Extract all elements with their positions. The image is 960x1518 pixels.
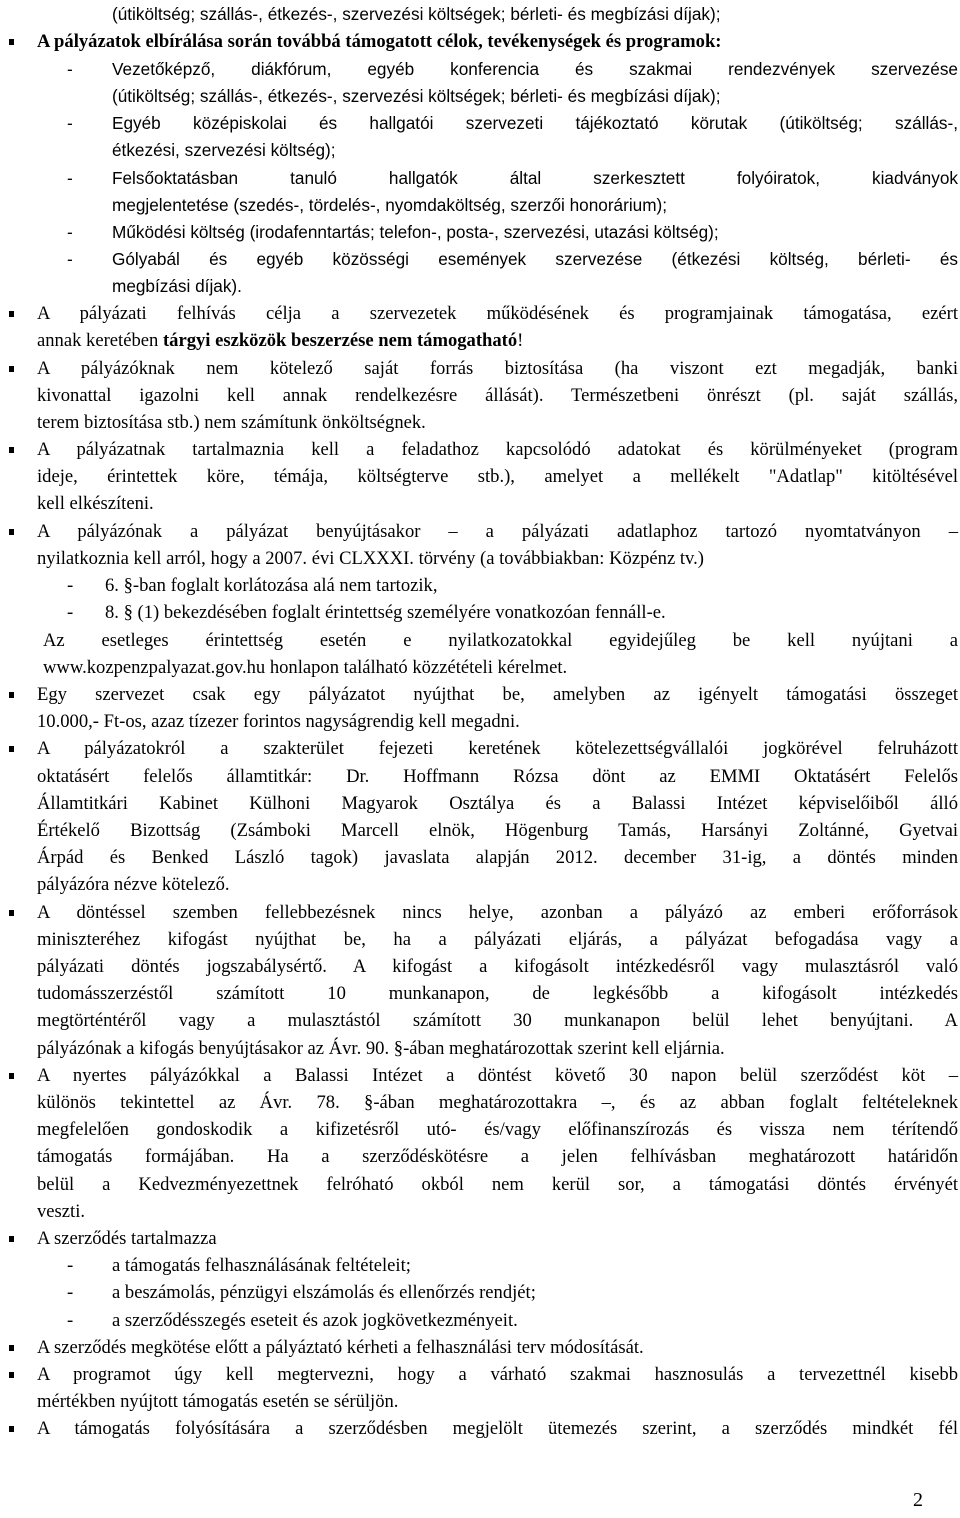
continuation-line: (útiköltség; szállás-, étkezés-, szervezési költségek; bérleti- és megbízási díjak); bbox=[112, 4, 721, 24]
list-item: 8. § (1) bekezdésében foglalt érintettség személyére vonatkozóan fennáll-e. bbox=[105, 602, 666, 623]
bullet-square bbox=[9, 910, 14, 916]
paragraph-line: A pályázatnak tartalmaznia kell a feladathoz kapcsolódó adatokat és körülményeket (program bbox=[37, 439, 958, 460]
paragraph-line: kell elkészíteni. bbox=[37, 493, 154, 514]
dash-marker: - bbox=[67, 575, 74, 596]
paragraph-line: A nyertes pályázókkal a Balassi Intézet a döntést követő 30 napon belül szerződést köt – bbox=[37, 1065, 958, 1086]
list-item: a beszámolás, pénzügyi elszámolás és ellenőrzés rendjét; bbox=[112, 1282, 536, 1303]
paragraph-line: Államtitkári Kabinet Külhoni Magyarok Osztálya és a Balassi Intézet képviselőiből álló bbox=[37, 793, 958, 814]
paragraph-line: nyilatkoznia kell arról, hogy a 2007. évi CLXXXI. törvény (a továbbiakban: Közpénz tv.) bbox=[37, 548, 704, 569]
list-item: Vezetőképző, diákfórum, egyéb konferencia és szakmai rendezvények szervezése bbox=[112, 59, 958, 79]
dash-marker: - bbox=[67, 1282, 74, 1303]
paragraph-line: A pályázónak a pályázat benyújtásakor – a pályázati adatlaphoz tartozó nyomtatványon – bbox=[37, 521, 958, 542]
list-item-cont: étkezési, szervezési költség); bbox=[112, 140, 336, 160]
dash-marker: - bbox=[67, 249, 73, 269]
paragraph-line: belül a Kedvezményezettnek felróható okból nem kerül sor, a támogatási döntés érvényét bbox=[37, 1174, 958, 1195]
bullet-square bbox=[9, 746, 14, 752]
paragraph-line: A támogatás folyósítására a szerződésben megjelölt ütemezés szerint, a szerződés mindkét fél bbox=[37, 1418, 958, 1439]
paragraph-line: 10.000,- Ft-os, azaz tízezer forintos nagyságrendig kell megadni. bbox=[37, 711, 520, 732]
paragraph-line: ideje, érintettek köre, témája, költségterve stb.), amelyet a mellékelt "Adatlap" kitöltésével bbox=[37, 466, 958, 487]
paragraph-line: www.kozpenzpalyazat.gov.hu honlapon található közzétételi kérelmet. bbox=[43, 657, 568, 678]
paragraph-line: pályázati döntés jogszabálysértő. A kifogást a kifogásolt intézkedésről vagy mulasztásról való bbox=[37, 956, 958, 977]
list-item: 6. §-ban foglalt korlátozása alá nem tartozik, bbox=[105, 575, 438, 596]
bullet-square bbox=[9, 1426, 14, 1432]
list-item: Egyéb középiskolai és hallgatói szervezeti tájékoztató körutak (útiköltség; szállás-, bbox=[112, 113, 958, 133]
paragraph-line: tudomásszerzéstől számított 10 munkanapon, de legkésőbb a kifogásolt intézkedés bbox=[37, 983, 958, 1004]
emphasis-text: tárgyi eszközök beszerzése nem támogatható bbox=[162, 330, 518, 351]
dash-marker: - bbox=[67, 113, 73, 133]
list-item-cont: megbízási díjak). bbox=[112, 276, 242, 296]
bullet-square bbox=[9, 1372, 14, 1378]
paragraph-line: Az esetleges érintettség esetén e nyilatkozatokkal egyidejűleg be kell nyújtani a bbox=[43, 630, 958, 651]
bullet-square bbox=[9, 447, 14, 453]
paragraph-line: A pályázati felhívás célja a szervezetek működésének és programjainak támogatása, ezért bbox=[37, 303, 958, 324]
paragraph-line: A pályázatokról a szakterület fejezeti keretének kötelezettségvállalói jogkörével felruházott bbox=[37, 738, 958, 759]
bullet-square bbox=[9, 39, 14, 45]
paragraph-line: veszti. bbox=[37, 1201, 86, 1222]
section-heading: A pályázatok elbírálása során továbbá támogatott célok, tevékenységek és programok: bbox=[37, 31, 722, 52]
list-item-cont: (útiköltség; szállás-, étkezés-, szervezési költségek; bérleti- és megbízási díjak); bbox=[112, 86, 721, 106]
paragraph-line: A szerződés megkötése előtt a pályáztató kérheti a felhasználási terv módosítását. bbox=[37, 1337, 644, 1358]
paragraph-line: pályázóra nézve kötelező. bbox=[37, 874, 230, 895]
bullet-square bbox=[9, 366, 14, 372]
dash-marker: - bbox=[67, 222, 73, 242]
paragraph-line: megfelelően gondoskodik a kifizetésről utó- és/vagy előfinanszírozás és vissza nem térítendő bbox=[37, 1119, 958, 1140]
list-item: a szerződésszegés eseteit és azok jogkövetkezményeit. bbox=[112, 1310, 518, 1331]
paragraph-line: miniszteréhez kifogást nyújthat be, ha a pályázati eljárás, a pályázat befogadása vagy a bbox=[37, 929, 958, 950]
bullet-square bbox=[9, 692, 14, 698]
paragraph-line: mértékben nyújtott támogatás esetén se sérüljön. bbox=[37, 1391, 399, 1412]
paragraph-line: különös tekintettel az Ávr. 78. §-ában meghatározottakra –, és az abban foglalt feltételeknek bbox=[37, 1092, 958, 1113]
bullet-square bbox=[9, 529, 14, 535]
paragraph-line: pályázónak a kifogás benyújtásakor az Ávr. 90. §-ában meghatározottak szerint kell eljárnia. bbox=[37, 1038, 725, 1059]
paragraph-line: megtörténtéről vagy a mulasztástól számított 30 munkanapon belül lehet benyújtani. A bbox=[37, 1010, 958, 1031]
paragraph-line: A pályázóknak nem kötelező saját forrás biztosítása (ha viszont ezt megadják, banki bbox=[37, 358, 958, 379]
paragraph-line: terem biztosítása stb.) nem számítunk önköltségnek. bbox=[37, 412, 426, 433]
list-item: Gólyabál és egyéb közösségi események szervezése (étkezési költség, bérleti- és bbox=[112, 249, 958, 269]
paragraph-line: annak keretében tárgyi eszközök beszerzése nem támogatható! bbox=[37, 330, 524, 351]
paragraph-line: kivonattal igazolni kell annak rendelkezésre állását). Természetbeni önrészt (pl. saját szállás, bbox=[37, 385, 958, 406]
paragraph-line: Egy szervezet csak egy pályázatot nyújthat be, amelyben az igényelt támogatási összeget bbox=[37, 684, 958, 705]
paragraph-line: A szerződés tartalmazza bbox=[37, 1228, 217, 1249]
paragraph-line: A döntéssel szemben fellebbezésnek nincs helye, azonban a pályázó az emberi erőforrások bbox=[37, 902, 958, 923]
paragraph-line: A programot úgy kell megtervezni, hogy a várható szakmai hasznosulás a tervezettnél kisebb bbox=[37, 1364, 958, 1385]
list-item: Működési költség (irodafenntartás; telefon-, posta-, szervezési, utazási költség); bbox=[112, 222, 719, 242]
bullet-square bbox=[9, 1236, 14, 1242]
dash-marker: - bbox=[67, 59, 73, 79]
dash-marker: - bbox=[67, 1310, 74, 1331]
list-item: a támogatás felhasználásának feltételeit; bbox=[112, 1255, 411, 1276]
paragraph-line: támogatás formájában. Ha a szerződéskötésre a jelen felhívásban meghatározott határidőn bbox=[37, 1146, 958, 1167]
page-number: 2 bbox=[913, 1489, 923, 1511]
list-item: Felsőoktatásban tanuló hallgatók által szerkesztett folyóiratok, kiadványok bbox=[112, 168, 958, 188]
paragraph-line: oktatásért felelős államtitkár: Dr. Hoffmann Rózsa dönt az EMMI Oktatásért Felelős bbox=[37, 766, 958, 787]
dash-marker: - bbox=[67, 602, 74, 623]
bullet-square bbox=[9, 1345, 14, 1351]
paragraph-line: Értékelő Bizottság (Zsámboki Marcell elnök, Högenburg Tamás, Harsányi Zoltánné, Gyetvai bbox=[37, 820, 958, 841]
paragraph-line: Árpád és Benked László tagok) javaslata alapján 2012. december 31-ig, a döntés minden bbox=[37, 847, 958, 868]
dash-marker: - bbox=[67, 1255, 74, 1276]
bullet-square bbox=[9, 311, 14, 317]
dash-marker: - bbox=[67, 168, 73, 188]
list-item-cont: megjelentetése (szedés-, tördelés-, nyomdaköltség, szerzői honorárium); bbox=[112, 195, 668, 215]
bullet-square bbox=[9, 1073, 14, 1079]
